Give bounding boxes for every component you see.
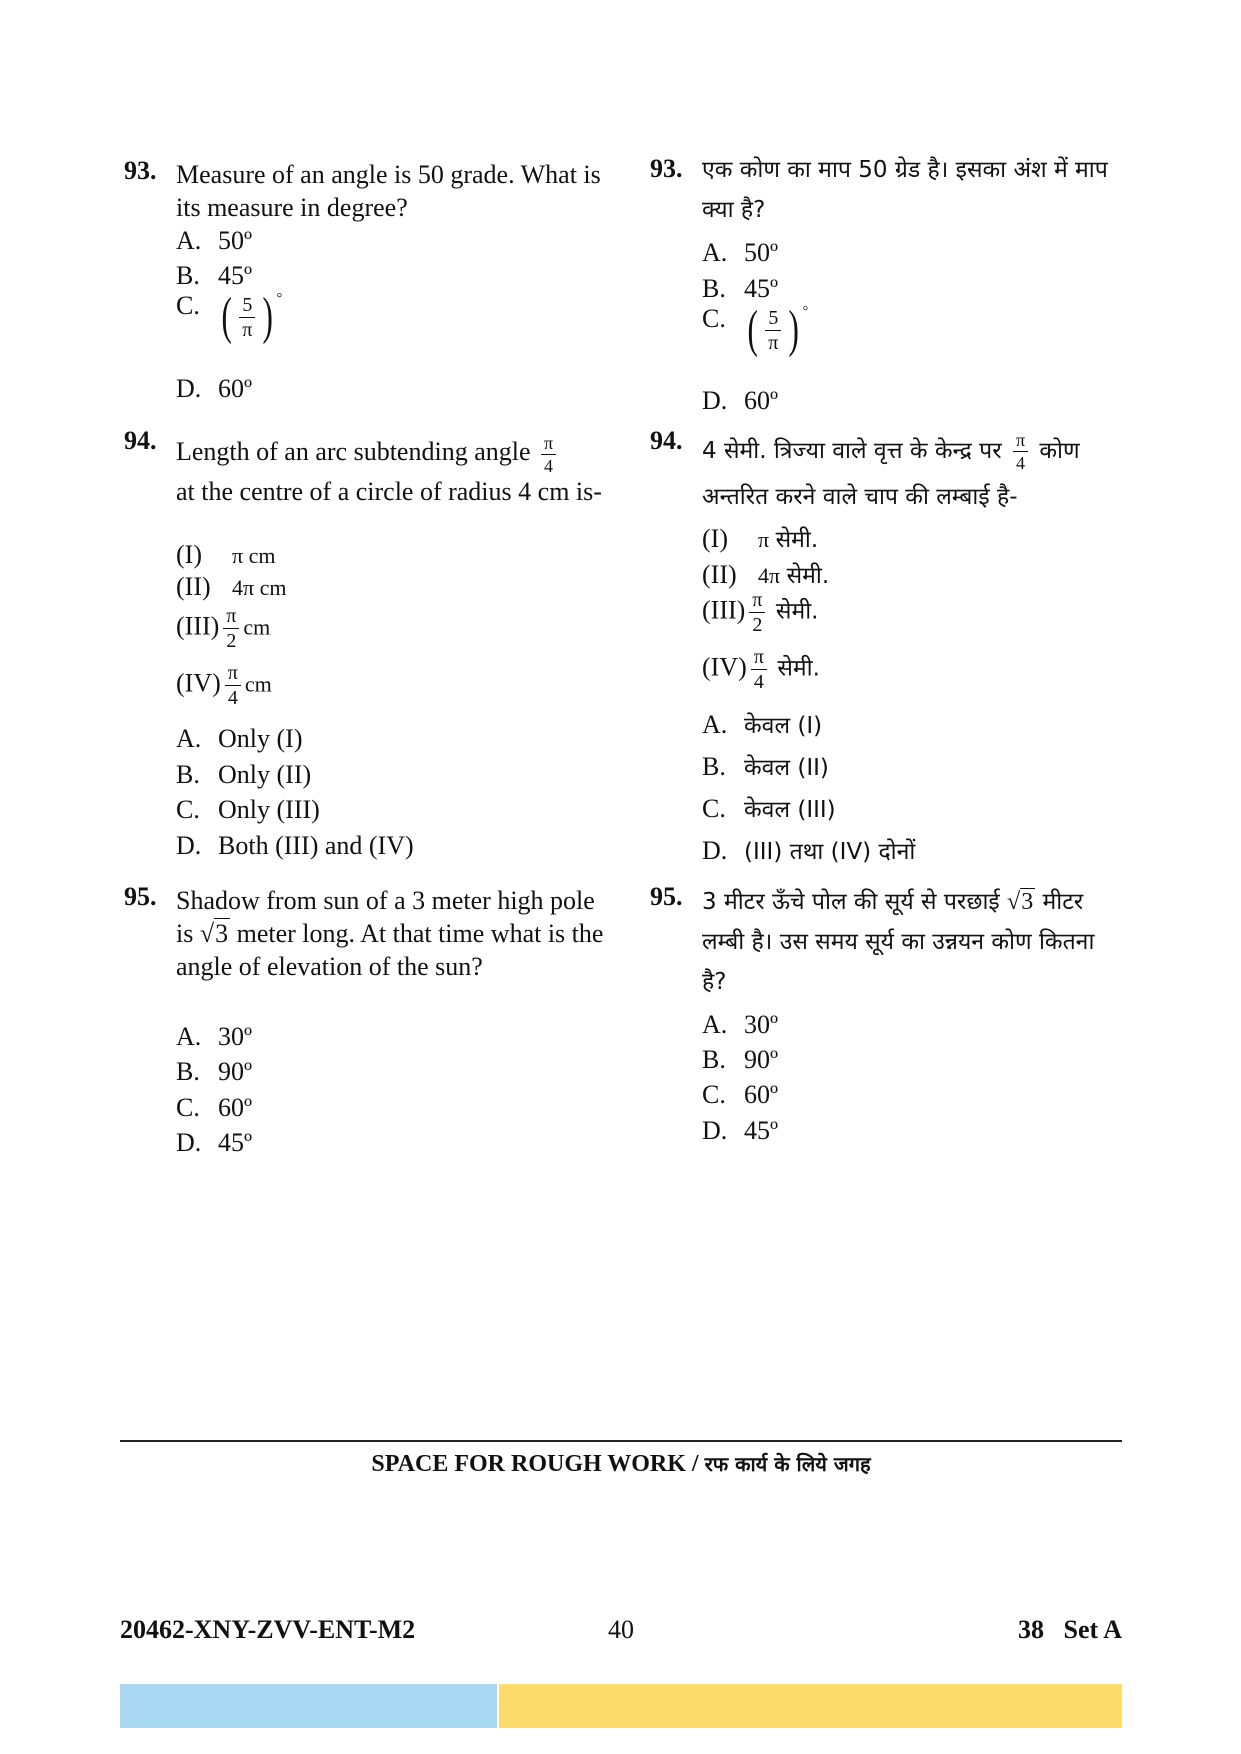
option-c: C. ( $\frac{5}{\pi}$ ) ° [176, 288, 283, 345]
set-label: 38 Set A [1018, 1615, 1122, 1644]
option-a: A. 30º [702, 1010, 779, 1039]
question-text: 3 मीटर ऊँचे पोल की सूर्य से परछाई √3 मीटर लम्बी है। उस समय सूर्य का उन्नयन कोण कितना है? [702, 882, 1120, 1002]
roman-iv: (IV) $\frac{\pi}{4}$ सेमी. [702, 646, 820, 693]
roman-i: (I) π सेमी. [702, 524, 819, 553]
option-d: D. 60º [702, 386, 779, 415]
question-number: 95. [124, 882, 157, 911]
option-a: A. Only (I) [176, 724, 303, 753]
fraction-paren: ( $\frac{5}{\pi}$ ) ° [747, 301, 809, 358]
option-d: D. (III) तथा (IV) दोनों [702, 836, 916, 865]
question-number: 94. [650, 426, 683, 455]
option-c: C. ( $\frac{5}{\pi}$ ) ° [702, 301, 809, 358]
question-number: 94. [124, 426, 157, 455]
question-number: 93. [124, 156, 157, 185]
option-b: B. केवल (II) [702, 752, 829, 781]
option-d: D. Both (III) and (IV) [176, 831, 414, 860]
option-c: C. 60º [702, 1080, 779, 1109]
question-number: 93. [650, 154, 683, 183]
footer-bar-yellow [499, 1684, 1122, 1728]
question-text: Shadow from sun of a 3 meter high pole is √3 meter long. At that time what is the angle of elevation of the sun? [176, 886, 604, 981]
option-d: D. 60º [176, 374, 253, 403]
option-b: B. 90º [702, 1045, 779, 1074]
divider-line [120, 1440, 1122, 1442]
option-d: D. 45º [702, 1116, 779, 1145]
square-root: √3 [1007, 889, 1034, 915]
option-a: A. 50º [702, 238, 779, 267]
option-d: D. 45º [176, 1128, 253, 1157]
option-c: C. 60º [176, 1093, 253, 1122]
option-b: B. Only (II) [176, 760, 312, 789]
roman-i: (I) π cm [176, 540, 276, 569]
roman-iii: (III) $\frac{\pi}{2}$ cm [176, 605, 271, 652]
roman-iv: (IV) $\frac{\pi}{4}$ cm [176, 662, 272, 709]
roman-iii: (III) $\frac{\pi}{2}$ सेमी. [702, 589, 819, 636]
page-number: 40 [608, 1615, 634, 1644]
square-root: √3 [199, 919, 229, 948]
paper-code: 20462-XNY-ZVV-ENT-M2 [120, 1615, 416, 1644]
roman-ii: (II) 4π cm [176, 572, 287, 601]
fraction-paren: ( $\frac{5}{\pi}$ ) ° [221, 288, 283, 345]
option-a: A. 30º [176, 1022, 253, 1051]
question-text: 4 सेमी. त्रिज्या वाले वृत्त के केन्द्र पर $\frac{\pi}{4}$ कोण अन्तरित करने वाले चाप की लम्बाई है- [702, 430, 1080, 510]
option-b: B. 90º [176, 1057, 253, 1086]
roman-ii: (II) 4π सेमी. [702, 560, 830, 589]
question-number: 95. [650, 882, 683, 911]
footer-bar-blue [120, 1684, 497, 1728]
option-a: A. केवल (I) [702, 710, 823, 739]
option-c: C. केवल (III) [702, 794, 836, 823]
option-a: A. 50º [176, 226, 253, 255]
option-b: B. 45º [176, 261, 253, 290]
option-b: B. 45º [702, 274, 779, 303]
option-c: C. Only (III) [176, 795, 320, 824]
question-text: Length of an arc subtending angle $\frac{\pi}{4}$ at the centre of a circle of radius 4 cm is- [176, 432, 602, 506]
rough-work-heading: SPACE FOR ROUGH WORK / रफ कार्य के लिये जगह [371, 1451, 871, 1477]
question-text: Measure of an angle is 50 grade. What is its measure in degree? [176, 160, 601, 222]
question-text: एक कोण का माप 50 ग्रेड है। इसका अंश में माप क्या है? [702, 157, 1108, 223]
